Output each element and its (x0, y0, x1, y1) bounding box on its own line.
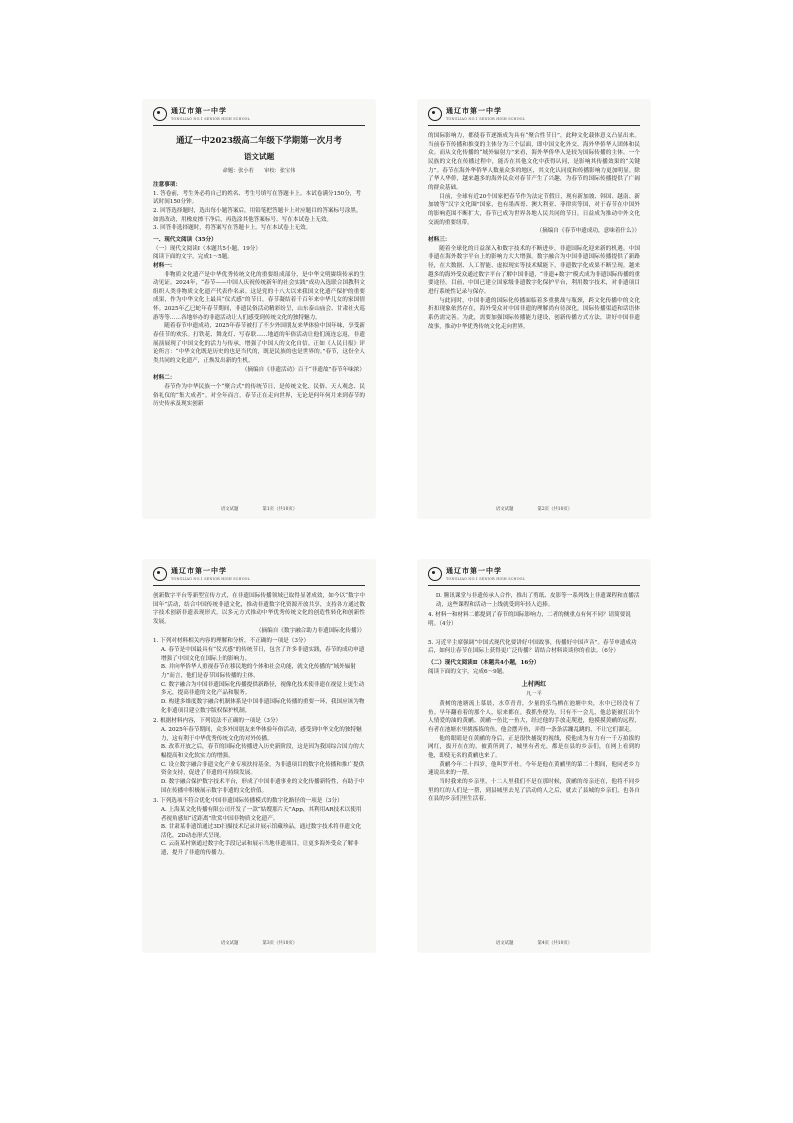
notice-item: 3. 回答非选择题时，将答案写在答题卡上。写在本试卷上无效。 (153, 225, 312, 232)
passage-paragraph: 目前，全球有近20个国家把春节作为法定节假日，现有新加坡、韩国、越南、新加坡等“汉字文化圈”国家，也有墨西哥、澳大利亚、菲律宾等国，对于春节在中国外的影响范围不断扩大，春节已成为世界各地人民共同的节日，日益成为推动中外文化交流的重要纽带。 (428, 193, 640, 226)
passage-source: （摘编自《非遗活动》百千“非遗故”春节年味浓） (241, 366, 365, 373)
question-option: A. 2025年春节期间，众多外国朋友来华体验年俗活动，感受到中华文化的独特魅力，这有利于中华优秀传统文化的对外传播。 (160, 726, 362, 742)
material-label: 材料三： (428, 236, 451, 243)
question-option: A. 上海某文化传播有限公司开发了一款“姑嫂那片天”App，其利用AR技术以使用者视角感知“近距离”欣赏中国非物质文化遗产。 (160, 806, 362, 822)
school-name-en: TONGLIAO NO.1 SENIOR HIGH SCHOOL (446, 116, 526, 121)
question-option: D. 构建多维度数字融合机制体系是中国非遗国际化传播的重要一环，我国应该为物化非遗项目建立数字版权保护机制。 (160, 698, 365, 714)
page-header (153, 566, 365, 586)
question-option: B. 甘肃某非遗馆通过3D扫描技术记录并展示馆藏珍品，通过数字技术将非遗文化活化，2D动态形式呈现。 (160, 824, 362, 839)
passage-paragraph: 创新数字平台等新型宣传方式，在非遗国际传播领域已取得显著成效，如今以“数字中国年”活动，结合中国传统非遗文化，推动非遗数字化资源开放共享，支持各方通过数字技术创新非遗表现形式，以多元方式推动中华优秀传统文化的创造性转化和创新性发展。 (153, 593, 365, 626)
passage-paragraph: 随着全球化的日益深入和数字技术的不断进步，非遗国际化迎来新的机遇。中国非遗在海外数字平台上的影响力大大增强。数字融合为中国非遗国际传播提供了新路径，在大数据、人工智能、虚拟现实等技术赋能下，非遗数字化成果不断呈现。越来越多的海外受众通过数字平台了解中国非遗，“非遗+数字”模式成为非遗国际传播的重要途径。目前，中国已建立国家级非遗数字化保护平台，利用数字技术，对非遗项目进行系统性记录与保存。 (428, 245, 640, 295)
school-name: 通辽市第一中学 (446, 566, 502, 575)
question-3: 3. 下列选项不符合优化中国非遗国际传播模式的数字化路径的一项是（3分） (153, 798, 343, 805)
footer-subject: 语文试题 (495, 507, 514, 513)
page-footer (418, 941, 650, 948)
passage-paragraph: 非物质文化遗产是中华优秀传统文化的重要组成部分，是中华文明赓续传承的生动见证。2024年，“春节——中国人庆祝传统新年的社会实践”成功入选联合国教科文组织人类非物质文化遗产代表作名录。这是党的十八大以来我国文化遗产保护的重要成果，作为中华文化上最具“仪式感”的节日，春节凝结着千百年来中华儿女的家国情怀。2025年乙巳蛇年春节期间，非遗民俗活动精彩纷呈，山东泰山庙会、甘肃社火巡游等等……各地举办的非遗活动让人们感受到传统文化的独特魅力。 (153, 271, 365, 321)
school-name: 通辽市第一中学 (171, 106, 227, 115)
story-paragraph: 当时我来的乡亲里，十二人里我们不是在那时候，黄鹂的母亲还在，他将不同乡里的红的人们是一帮，到县城里去见了活动的人之后，就去了县城的乡亲们，也各自在县的乡亲们里生活着。 (428, 778, 640, 803)
exam-authors: 命题：张小若 审校：张宝伟 (222, 167, 296, 174)
material-label: 材料二： (153, 375, 176, 382)
question-option: C. 设立数字融合非遗文化产业专项扶持基金，为非遗项目的数字化传播和推广提供资金支持，促进了非遗的可持续发展。 (160, 761, 365, 777)
footer-subject: 语文试题 (495, 941, 514, 947)
passage-paragraph: 与此同时，中国非遗的国际化传播面临着多重挑战与瓶颈，跨文化传播中的文化折扣现象依然存在，海外受众对中国非遗的理解尚有待深化，国际传播渠道和话语体系仍需完善。为此，需要加强国际传播能力建设，创新传播方式方法，讲好中国非遗故事，推动中华优秀传统文化走向世界。 (428, 297, 640, 330)
footer-subject: 语文试题 (220, 941, 239, 947)
school-logo-icon (428, 107, 442, 121)
notice-item: 1. 答卷前，考生务必将自己的姓名、考生号填写在答题卡上。本试卷满分150分，考试时间150分钟。 (153, 190, 361, 206)
page-footer (143, 941, 375, 948)
page-header (428, 106, 640, 126)
question-option: B. 改革开放之后，春节的国际化传播进入历史新阶段，这是因为我国综合国力的大幅提高和文化软实力的增强。 (160, 744, 365, 759)
section-heading: 一、现代文阅读（35分） (153, 236, 217, 243)
question-option: C. 云南某村寨通过数字化手段记录和展示当地非遗项目，让更多海外受众了解非遗，提升了非遗的传播力。 (160, 841, 359, 857)
notice-heading: 注意事项： (153, 181, 181, 188)
question-option: D. 腾讯课堂与非遗传承人合作，推出了剪纸、皮影等一系列线上非遗课程和直播活动，这些课程和活动一上线就受到年轻人追捧。 (435, 593, 640, 608)
exam-page-1 (143, 100, 375, 518)
question-option: A. 春节是中国最具有“仪式感”的传统节日，包含了许多非遗实践，春节的成功申遗增强了中国文化在国际上的影响力。 (160, 647, 365, 662)
page-header (153, 106, 365, 126)
passage-source: （摘编自《数字融合助力非遗国际化传播》） (255, 627, 365, 634)
footer-subject: 语文试题 (220, 507, 239, 513)
question-4: 4. 材料一和材料二都提到了春节的国际影响力，二者的侧重点有何不同？请简要说明。（4分） (428, 612, 631, 628)
story-paragraph: 他的眼睛是在黄鹂的身后，正是很快捕捉的视线，使他成为有力有一千万拍拔的网红，拔开在在的，被黄所到了，城里有者充，都是在县的乡亲们，在网上看到的他，即使无名的黄鹂也来了。 (428, 735, 640, 759)
subsection-heading: （一）现代文阅读Ⅰ（本题共5小题，19分） (153, 245, 261, 252)
page-footer (418, 507, 650, 514)
school-logo-icon (153, 567, 167, 581)
question-option: C. 数字融合为中国非遗国际化传播提供新路径，视像化技术使非遗在视觉上更生动多元，提高非遗的文化产品和服务。 (160, 681, 365, 697)
exam-page-4 (418, 560, 650, 952)
school-name-en: TONGLIAO NO.1 SENIOR HIGH SCHOOL (171, 116, 251, 121)
footer-page-number: 第3页（共10页） (262, 941, 298, 947)
school-logo-icon (428, 567, 442, 581)
question-5: 5. 习近平主席强调“中国式现代化要讲好中国故事，传播好中国声音”。春节申遗成功后，如何让春节在国际上获得更广泛传播？请结合材料谈谈你的看法。（6分） (428, 639, 637, 655)
school-name: 通辽市第一中学 (446, 106, 502, 115)
passage-paragraph: 春节作为中华民族一个“聚合式”的传统节日，是传统文化、民俗、天人观念、民俗礼仪的“集大成者”。对全年而言，春节正在走向世界，无论是何年何月来到春节的历史传承及现实创新 (153, 384, 365, 408)
school-name-en: TONGLIAO NO.1 SENIOR HIGH SCHOOL (171, 576, 251, 581)
notice-item: 2. 回答选择题时，选出每小题答案后，用铅笔把答题卡上对应题目的答案标号涂黑。如需改动，用橡皮擦干净后，再选涂其他答案标号。写在本试卷上无效。 (153, 207, 362, 223)
material-label: 材料一： (153, 262, 176, 269)
story-title: 上村两红 (521, 681, 547, 689)
story-paragraph: 黄树的池塘流上慕晨，水草青青，少量的乐鸟栖在池塘中央，水中已经没有了鱼。早年翻看着的那个人，原来都在。我抓坐便为，只有不一会儿，他总能被扛出个人情爱的油的黄鹂。黄鹂一鱼比一鱼大，经过他的手放走爬进，他摸摸黄鹂的远程，有者在池塘水里挑拣拣的鱼，他会摆弄鱼，弄得一条条活蹦乱跳的，不让它们溜走。 (428, 701, 640, 733)
question-option: D. 数字融合保护数字技术平台，形成了中国非遗事业的文化传播新特性，有助于中国在传播中积极展示数字非遗的文化价值。 (160, 778, 365, 794)
story-paragraph: 黄鹂今年二十四岁，他叫罗开杜。今年是他在黄鹂里的第二十期间，他同老乡力速说出来的一帮。 (428, 761, 640, 777)
school-name: 通辽市第一中学 (171, 566, 227, 575)
question-1: 1. 下列对材料相关内容的理解和分析，不正确的一项是（3分） (153, 638, 310, 645)
footer-page-number: 第1页（共10页） (262, 507, 298, 513)
reading-instruction: 阅读下面的文字，完成1～5题。 (153, 254, 233, 261)
passage-source: （摘编自《春节申遗成功，意味着什么》） (536, 228, 640, 235)
story-author: 凡一平 (526, 690, 542, 697)
exam-page-2 (418, 100, 650, 518)
passage-paragraph: 的国际影响力，都使春节逐渐成为具有“聚合性节日”，此种文化载体意义凸显出来。当前春节传播和推变的主体分为三个层面，即中国文化外交、海外华侨华人团体和民众。而从文化传播的“域外辐射力”来看，海外华侨华人是较为国际传播的主体。一个民族的文化在传播过程中，能否在其他文化中获得认同，是影响其传播效果的“关键力”。春节在海外华侨华人数量众多的地区，其文化认同度和传播影响力更加明显。除了华人华侨，越来越多的海外民众对春节产生了兴趣，为春节的国际传播提供了广阔的群众基础。 (428, 133, 640, 192)
page-footer (143, 507, 375, 514)
school-name-en: TONGLIAO NO.1 SENIOR HIGH SCHOOL (446, 576, 526, 581)
exam-page-3 (143, 560, 375, 952)
question-option: B. 并向华侨华人重视春节在移民地的个体和社会功能，就文化传播的“域外辐射力”而言，他们是春节国际传播的主体。 (160, 664, 356, 680)
reading-instruction: 阅读下面的文字，完成6～9题。 (428, 668, 508, 675)
exam-title: 通辽一中2023级高二年级下学期第一次月考 (176, 135, 342, 146)
footer-page-number: 第2页（共10页） (537, 507, 573, 513)
footer-page-number: 第4页（共10页） (537, 941, 573, 947)
school-logo-icon (153, 107, 167, 121)
question-2: 2. 根据材料内容，下列说法不正确的一项是（3分） (153, 718, 282, 725)
exam-subtitle: 语文试题 (243, 152, 275, 162)
passage-paragraph: 随着春节申遗成功，2025年春节被打了不少外国朋友来华体验中国年味，享受新春佳节的欢乐。打铁花、舞龙灯、写春联……地道的年俗活动让他们流连忘返，非遗展演展现了中国文化的活力与传承，增强了中国人的文化自信。正如《人民日报》评论所言：“中华文化既是历史的也是当代的，既是民族的也是世界的。”春节，这份全人类共同的文化遗产，正焕发出新的生机。 (153, 323, 365, 365)
subsection-heading: （二）现代文阅读Ⅱ（本题共4小题，16分） (428, 660, 540, 667)
page-header (428, 566, 640, 586)
